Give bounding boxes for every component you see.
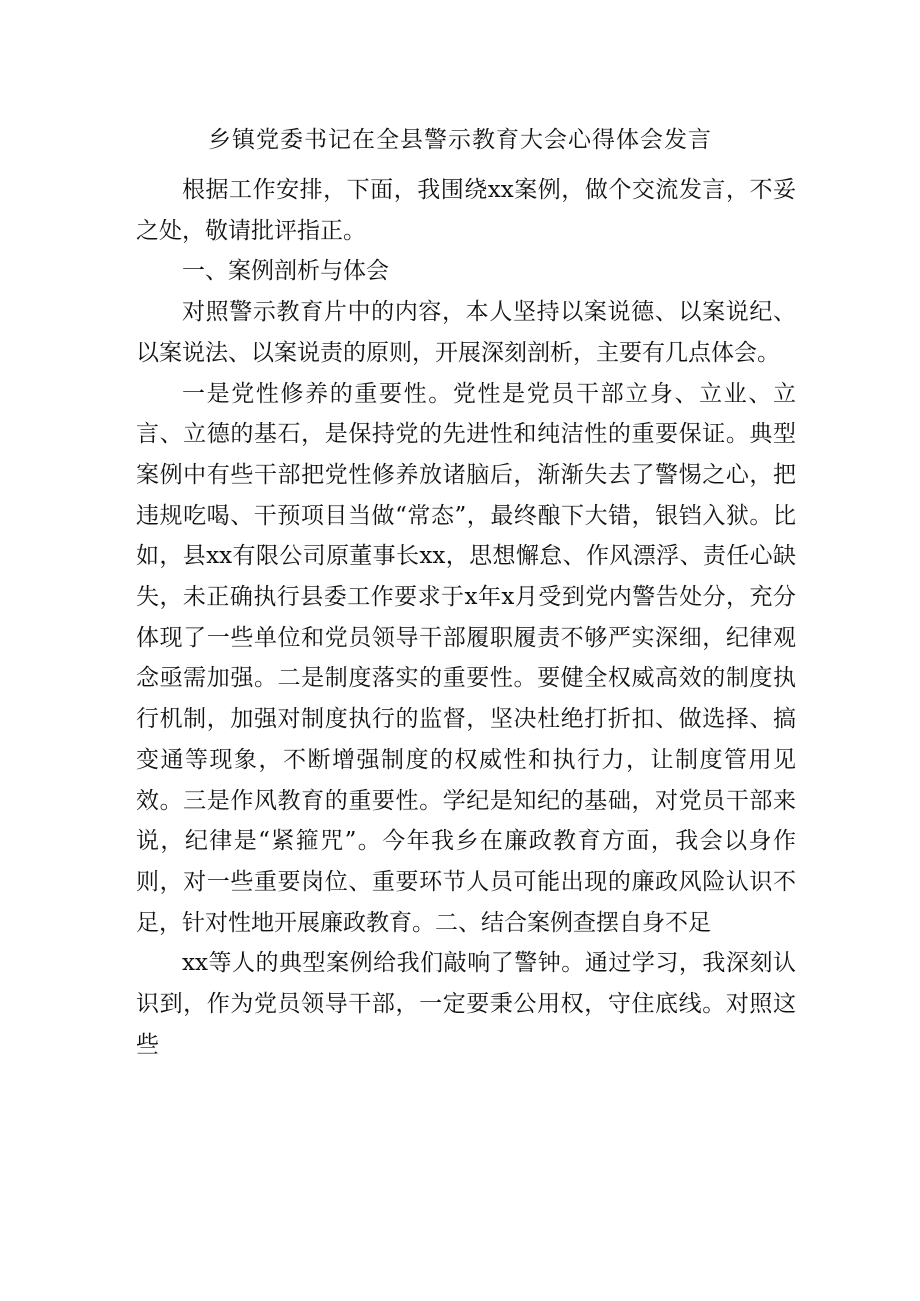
paragraph-conclusion: xx等人的典型案例给我们敲响了警钟。通过学习，我深刻认识到，作为党员领导干部，一定要秉公用权，守住底线。对照这些 [136, 950, 796, 1058]
document-title: 乡镇党委书记在全县警示教育大会心得体会发言 [208, 127, 712, 153]
paragraph-intro: 根据工作安排，下面，我围绕xx案例，做个交流发言，不妥之处，敬请批评指正。 [136, 177, 796, 244]
paragraph-main: 一是党性修养的重要性。党性是党员干部立身、立业、立言、立德的基石，是保持党的先进性和纯洁性的重要保证。典型案例中有些干部把党性修养放诸脑后，渐渐失去了警惕之心，把违规吃喝、干预项目当做“常态”，最终酿下大错，银铛入狱。比如，县xx有限公司原董事长xx，思想懈怠、作风漂浮、责任心缺失，未正确执行县委工作要求于x年x月受到党内警告处分，充分体现了一些单位和党员领导干部履职履责不够严实深细，纪律观念亟需加强。二是制度落实的重要性。要健全权威高效的制度执行机制，加强对制度执行的监督，坚决杜绝打折扣、做选择、搞变通等现象，不断增强制度的权威性和执行力，让制度管用见效。三是作风教育的重要性。学纪是知纪的基础，对党员干部来说，纪律是“紧箍咒”。今年我乡在廉政教育方面，我会以身作则，对一些重要岗位、重要环节人员可能出现的廉政风险认识不足，针对性地开展廉政教育。二、结合案例查摆自身不足 [136, 380, 796, 936]
document-body [136, 170, 796, 1065]
section-heading-1: 一、案例剖析与体会 [182, 258, 389, 285]
paragraph-reflection: 对照警示教育片中的内容，本人坚持以案说德、以案说纪、以案说法、以案说责的原则，开展深刻剖析，主要有几点体会。 [136, 299, 796, 366]
